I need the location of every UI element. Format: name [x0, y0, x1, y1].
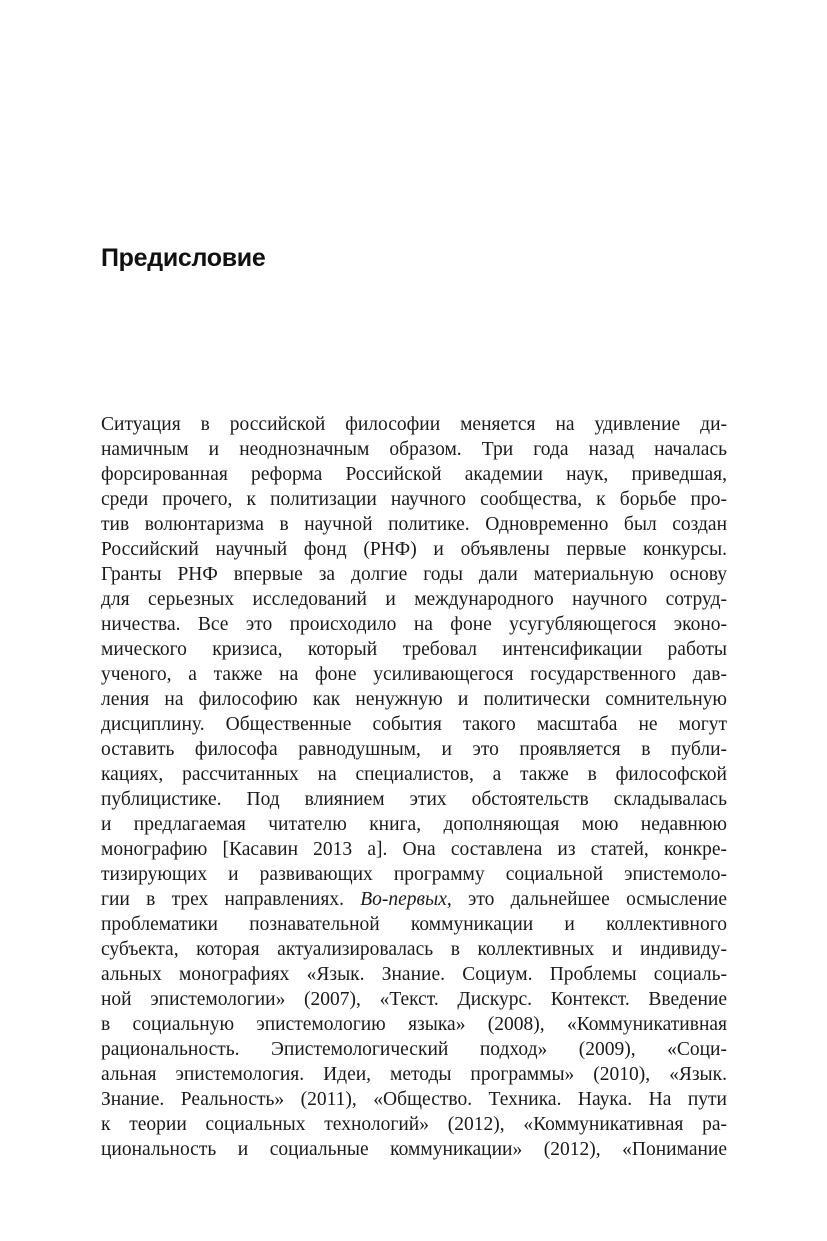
text-line: для серьезных исследований и международного научного сотруд- — [101, 589, 727, 610]
emphasis: Во-первых — [360, 889, 447, 910]
text-line: гии в трех направлениях. Во-первых, это дальнейшее осмысление — [101, 889, 727, 910]
text-line: к теории социальных технологий» (2012), «Коммуникативная ра- — [101, 1114, 727, 1135]
text-line: альных монографиях «Язык. Знание. Социум. Проблемы социаль- — [101, 964, 727, 985]
text-line: среди прочего, к политизации научного сообщества, к борьбе про- — [101, 489, 727, 510]
text-line: циональность и социальные коммуникации» (2012), «Понимание — [101, 1139, 727, 1160]
text-line: субъекта, которая актуализировалась в коллективных и индивиду- — [101, 939, 727, 960]
text-line: форсированная реформа Российской академии наук, приведшая, — [101, 464, 727, 485]
text-line: ученого, а также на фоне усиливающегося государственного дав- — [101, 664, 727, 685]
text-line: намичным и неоднозначным образом. Три года назад началась — [101, 439, 727, 460]
text-line: оставить философа равнодушным, и это проявляется в публи- — [101, 739, 727, 760]
text-line: Ситуация в российской философии меняется на удивление ди- — [101, 414, 727, 435]
text-line: дисциплину. Общественные события такого масштаба не могут — [101, 714, 727, 735]
text-line: проблематики познавательной коммуникации и коллективного — [101, 914, 727, 935]
body-paragraph — [101, 412, 727, 1162]
text-line: альная эпистемология. Идеи, методы программы» (2010), «Язык. — [101, 1064, 727, 1085]
text-line: и предлагаемая читателю книга, дополняющая мою недавнюю — [101, 814, 727, 835]
text-line: ной эпистемологии» (2007), «Текст. Дискурс. Контекст. Введение — [101, 989, 727, 1010]
text-line: Гранты РНФ впервые за долгие годы дали материальную основу — [101, 564, 727, 585]
text-line: мического кризиса, который требовал интенсификации работы — [101, 639, 727, 660]
page-title: Предисловие — [101, 244, 266, 272]
text-line: в социальную эпистемологию языка» (2008), «Коммуникативная — [101, 1014, 727, 1035]
text-line: тив волюнтаризма в научной политике. Одновременно был создан — [101, 514, 727, 535]
text-line: рациональность. Эпистемологический подход» (2009), «Соци- — [101, 1039, 727, 1060]
text-line: кациях, рассчитанных на специалистов, а также в философской — [101, 764, 727, 785]
text-line: ничества. Все это происходило на фоне усугубляющегося эконо- — [101, 614, 727, 635]
text-line: Знание. Реальность» (2011), «Общество. Техника. Наука. На пути — [101, 1089, 727, 1110]
text-line: монографию [Касавин 2013 а]. Она составлена из статей, конкре- — [101, 839, 727, 860]
text-line: Российский научный фонд (РНФ) и объявлены первые конкурсы. — [101, 539, 727, 560]
text-line: ления на философию как ненужную и политически сомнительную — [101, 689, 727, 710]
text-line: тизирующих и развивающих программу социальной эпистемоло- — [101, 864, 727, 885]
text-line: публицистике. Под влиянием этих обстоятельств складывалась — [101, 789, 727, 810]
